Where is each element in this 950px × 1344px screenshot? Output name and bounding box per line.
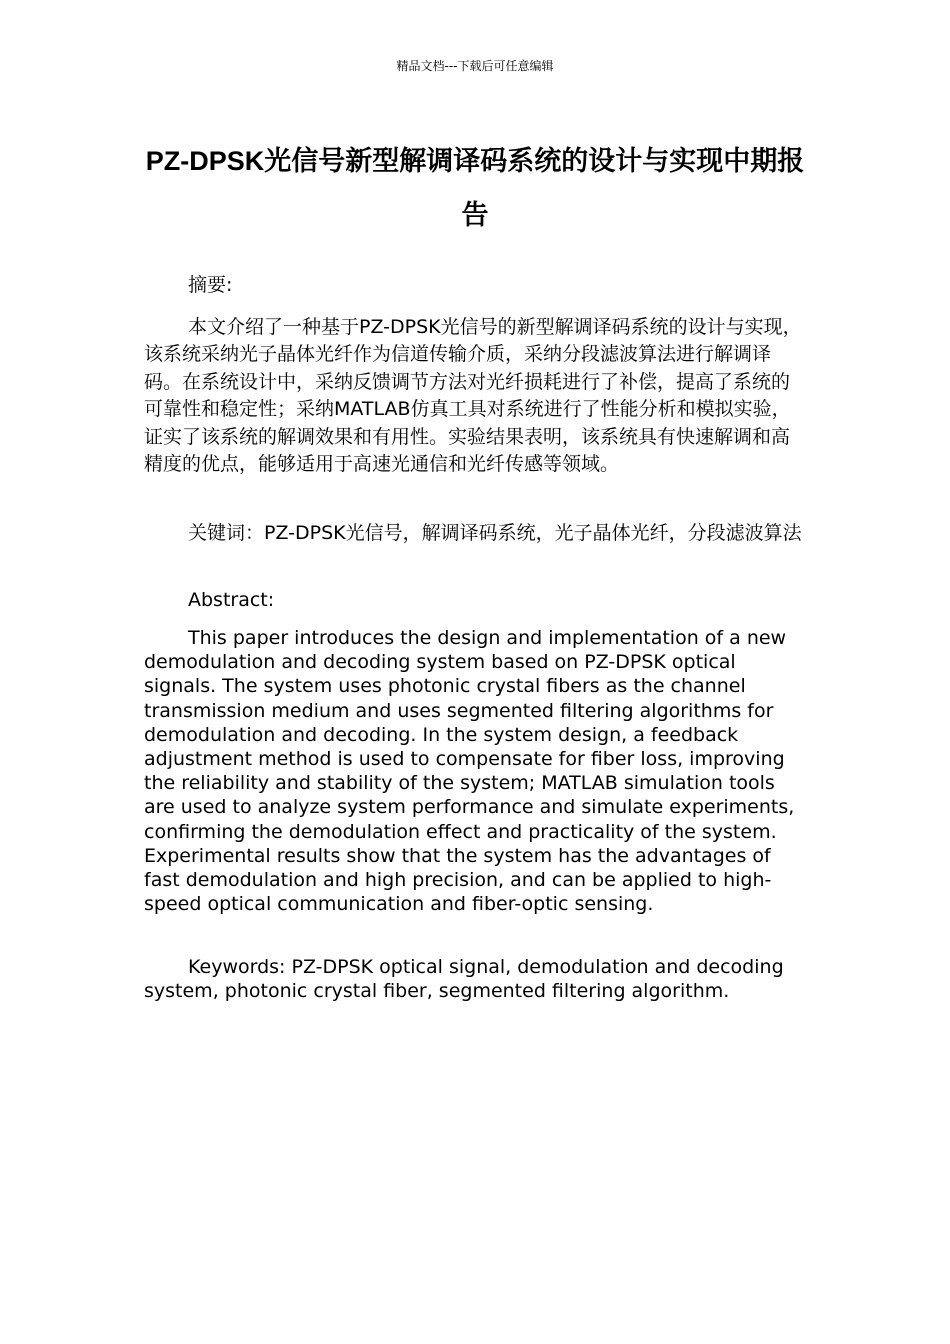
document-title: PZ-DPSK光信号新型解调译码系统的设计与实现中期报告 bbox=[145, 146, 805, 230]
abstract-cn-text: 本文介绍了一种基于PZ-DPSK光信号的新型解调译码系统的设计与实现，该系统采纳光子晶体光纤作为信道传输介质，采纳分段滤波算法进行解调译码。在系统设计中，采纳反馈调节方法对光纤损耗进行了补偿，提高了系统的可靠性和稳定性；采纳MATLAB仿真工具对系统进行了性能分析和模拟实验，证实了该系统的解调效果和有用性。实验结果表明，该系统具有快速解调和高精度的优点，能够适用于高速光通信和光纤传感等领域。 bbox=[144, 316, 802, 476]
abstract-en-label: Abstract: bbox=[188, 589, 275, 611]
keywords-en: Keywords: PZ-DPSK optical signal, demodulation and decoding system, photonic crystal fiber, segmented filtering algorithm. bbox=[144, 956, 784, 1003]
header-note: 精品文档---下载后可任意编辑 bbox=[396, 59, 554, 73]
abstract-cn-label: 摘要: bbox=[188, 274, 233, 296]
keywords-cn: 关键词：PZ-DPSK光信号，解调译码系统，光子晶体光纤，分段滤波算法 bbox=[188, 522, 802, 544]
abstract-en-text: This paper introduces the design and implementation of a new demodulation and decoding system based on PZ-DPSK optical signals. The system uses photonic crystal fibers as the channel transmission medium and uses segmented filtering algorithms for demodulation and decoding. In the system design, a feedback adjustment method is used to compensate for fiber loss, improving the reliability and stability of the system; MATLAB simulation tools are used to analyze system performance and simulate experiments, confirming the demodulation effect and practicality of the system. Experimental results show that the system has the advantages of fast demodulation and high precision, and can be applied to high-speed optical communication and fiber-optic sensing. bbox=[144, 627, 795, 916]
